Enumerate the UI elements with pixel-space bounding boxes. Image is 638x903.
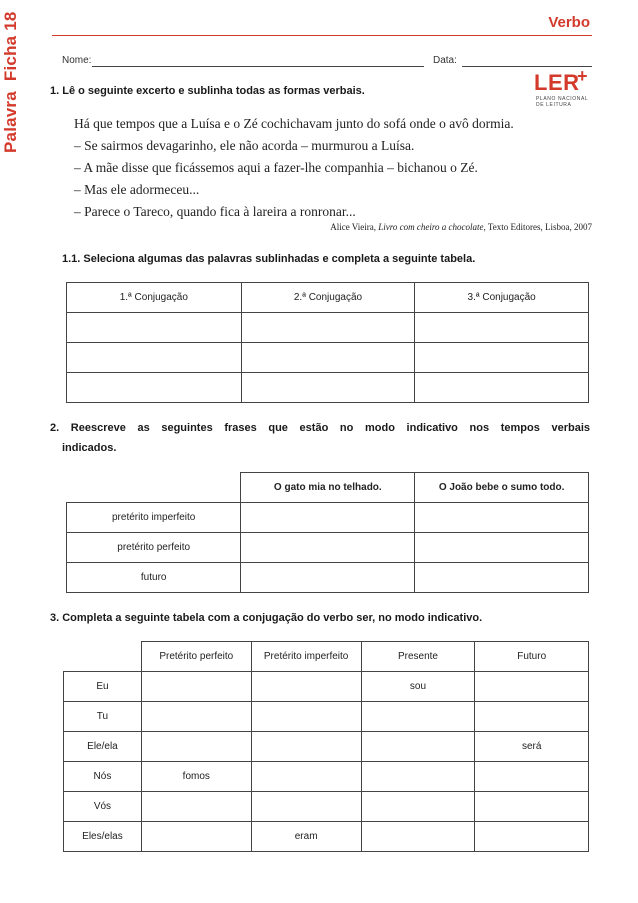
name-field[interactable] — [92, 66, 424, 67]
name-date-row — [62, 55, 592, 71]
table-cell[interactable] — [67, 373, 242, 403]
table-cell[interactable] — [361, 702, 475, 732]
logo-plus-icon: + — [577, 66, 588, 86]
page-title: Verbo — [548, 14, 590, 31]
table-row — [67, 373, 589, 403]
table-cell[interactable] — [67, 343, 242, 373]
excerpt-line: – Parece o Tareco, quando fica à lareira a ronronar... — [74, 204, 356, 219]
excerpt-line: Há que tempos que a Luísa e o Zé cochichavam junto do sofá onde o avô dormia. — [74, 116, 514, 131]
table-cell[interactable] — [141, 672, 251, 702]
table-cell[interactable] — [251, 732, 361, 762]
table-cell[interactable] — [475, 762, 589, 792]
table-cell[interactable] — [475, 792, 589, 822]
name-label: Nome: — [62, 55, 92, 66]
header-futuro: Futuro — [475, 642, 589, 672]
citation-rest: , Texto Editores, Lisboa, 2007 — [483, 222, 592, 232]
sidebar-palavra: Palavra — [1, 91, 20, 153]
excerpt-line: – Mas ele adormeceu... — [74, 182, 200, 197]
table-cell[interactable] — [415, 373, 589, 403]
table-cell[interactable] — [475, 672, 589, 702]
table-cell[interactable] — [241, 313, 415, 343]
table-cell[interactable] — [141, 702, 251, 732]
header-1a-conjugacao: 1.ª Conjugação — [67, 283, 242, 313]
tenses-table — [66, 472, 589, 593]
table-cell[interactable] — [251, 792, 361, 822]
citation-author: Alice Vieira, — [330, 222, 379, 232]
person-label: Nós — [64, 762, 142, 792]
ser-conjugation-table — [63, 641, 589, 852]
table-cell[interactable] — [361, 822, 475, 852]
table-cell[interactable]: eram — [251, 822, 361, 852]
header-preterito-perfeito: Pretérito perfeito — [141, 642, 251, 672]
table-cell[interactable] — [251, 672, 361, 702]
table-cell[interactable] — [415, 563, 589, 593]
table-row — [67, 313, 589, 343]
person-label: Eles/elas — [64, 822, 142, 852]
logo-subtitle: PLANO NACIONAL DE LEITURA — [536, 96, 589, 108]
table-cell[interactable] — [415, 343, 589, 373]
table-row — [64, 672, 589, 702]
ler-logo — [534, 66, 594, 114]
excerpt-line: – A mãe disse que ficássemos aqui a fazer-lhe companhia – bichanou o Zé. — [74, 160, 478, 175]
question-3: 3. Completa a seguinte tabela com a conjugação do verbo ser, no modo indicativo. — [50, 612, 483, 624]
table-cell[interactable] — [241, 503, 415, 533]
table-cell[interactable] — [241, 343, 415, 373]
table-row — [64, 822, 589, 852]
header-presente: Presente — [361, 642, 475, 672]
person-label: Vós — [64, 792, 142, 822]
table-row — [67, 563, 589, 593]
question-1: 1. Lê o seguinte excerto e sublinha todas as formas verbais. — [50, 85, 365, 97]
table-cell[interactable] — [141, 732, 251, 762]
row-label: pretérito perfeito — [67, 533, 241, 563]
table-cell[interactable] — [67, 313, 242, 343]
table-row — [64, 762, 589, 792]
citation-title: Livro com cheiro a chocolate — [378, 222, 484, 232]
table-cell[interactable] — [415, 503, 589, 533]
table-cell[interactable] — [475, 822, 589, 852]
header-divider — [52, 35, 592, 36]
date-label: Data: — [433, 55, 457, 66]
conjugation-table — [66, 282, 589, 403]
table-cell[interactable] — [361, 762, 475, 792]
person-label: Ele/ela — [64, 732, 142, 762]
sidebar-label — [0, 0, 20, 190]
table-cell[interactable] — [415, 533, 589, 563]
question-1-1: 1.1. Seleciona algumas das palavras sublinhadas e completa a seguinte tabela. — [62, 253, 476, 265]
question-2-line-2: indicados. — [62, 442, 117, 454]
table-cell[interactable] — [361, 792, 475, 822]
header-preterito-imperfeito: Pretérito imperfeito — [251, 642, 361, 672]
table-cell[interactable]: sou — [361, 672, 475, 702]
table-cell[interactable] — [241, 533, 415, 563]
table-row — [67, 503, 589, 533]
blank-corner — [67, 473, 241, 503]
sidebar-text — [1, 13, 23, 153]
table-cell[interactable] — [361, 732, 475, 762]
table-row — [64, 732, 589, 762]
table-row — [67, 343, 589, 373]
table-row — [64, 792, 589, 822]
header-joao: O João bebe o sumo todo. — [415, 473, 589, 503]
date-field[interactable] — [462, 66, 592, 67]
person-label: Eu — [64, 672, 142, 702]
table-cell[interactable] — [141, 792, 251, 822]
blank-corner — [64, 642, 142, 672]
table-cell[interactable]: será — [475, 732, 589, 762]
table-cell[interactable] — [251, 762, 361, 792]
question-2-line-1: 2. Reescreve as seguintes frases que estão no modo indicativo nos tempos verbais — [50, 422, 590, 434]
table-cell[interactable] — [241, 373, 415, 403]
sidebar-ficha: Ficha 18 — [1, 11, 20, 82]
header-gato: O gato mia no telhado. — [241, 473, 415, 503]
header-2a-conjugacao: 2.ª Conjugação — [241, 283, 415, 313]
table-cell[interactable] — [475, 702, 589, 732]
table-cell[interactable] — [141, 822, 251, 852]
citation — [330, 222, 592, 232]
row-label: pretérito imperfeito — [67, 503, 241, 533]
table-cell[interactable] — [251, 702, 361, 732]
excerpt-text — [74, 113, 514, 223]
row-label: futuro — [67, 563, 241, 593]
table-row — [64, 702, 589, 732]
excerpt-line: – Se sairmos devagarinho, ele não acorda – murmurou a Luísa. — [74, 138, 415, 153]
person-label: Tu — [64, 702, 142, 732]
table-cell[interactable] — [241, 563, 415, 593]
header-3a-conjugacao: 3.ª Conjugação — [415, 283, 589, 313]
table-row — [67, 533, 589, 563]
table-cell[interactable] — [415, 313, 589, 343]
logo-word: LER — [534, 70, 580, 95]
table-cell[interactable]: fomos — [141, 762, 251, 792]
